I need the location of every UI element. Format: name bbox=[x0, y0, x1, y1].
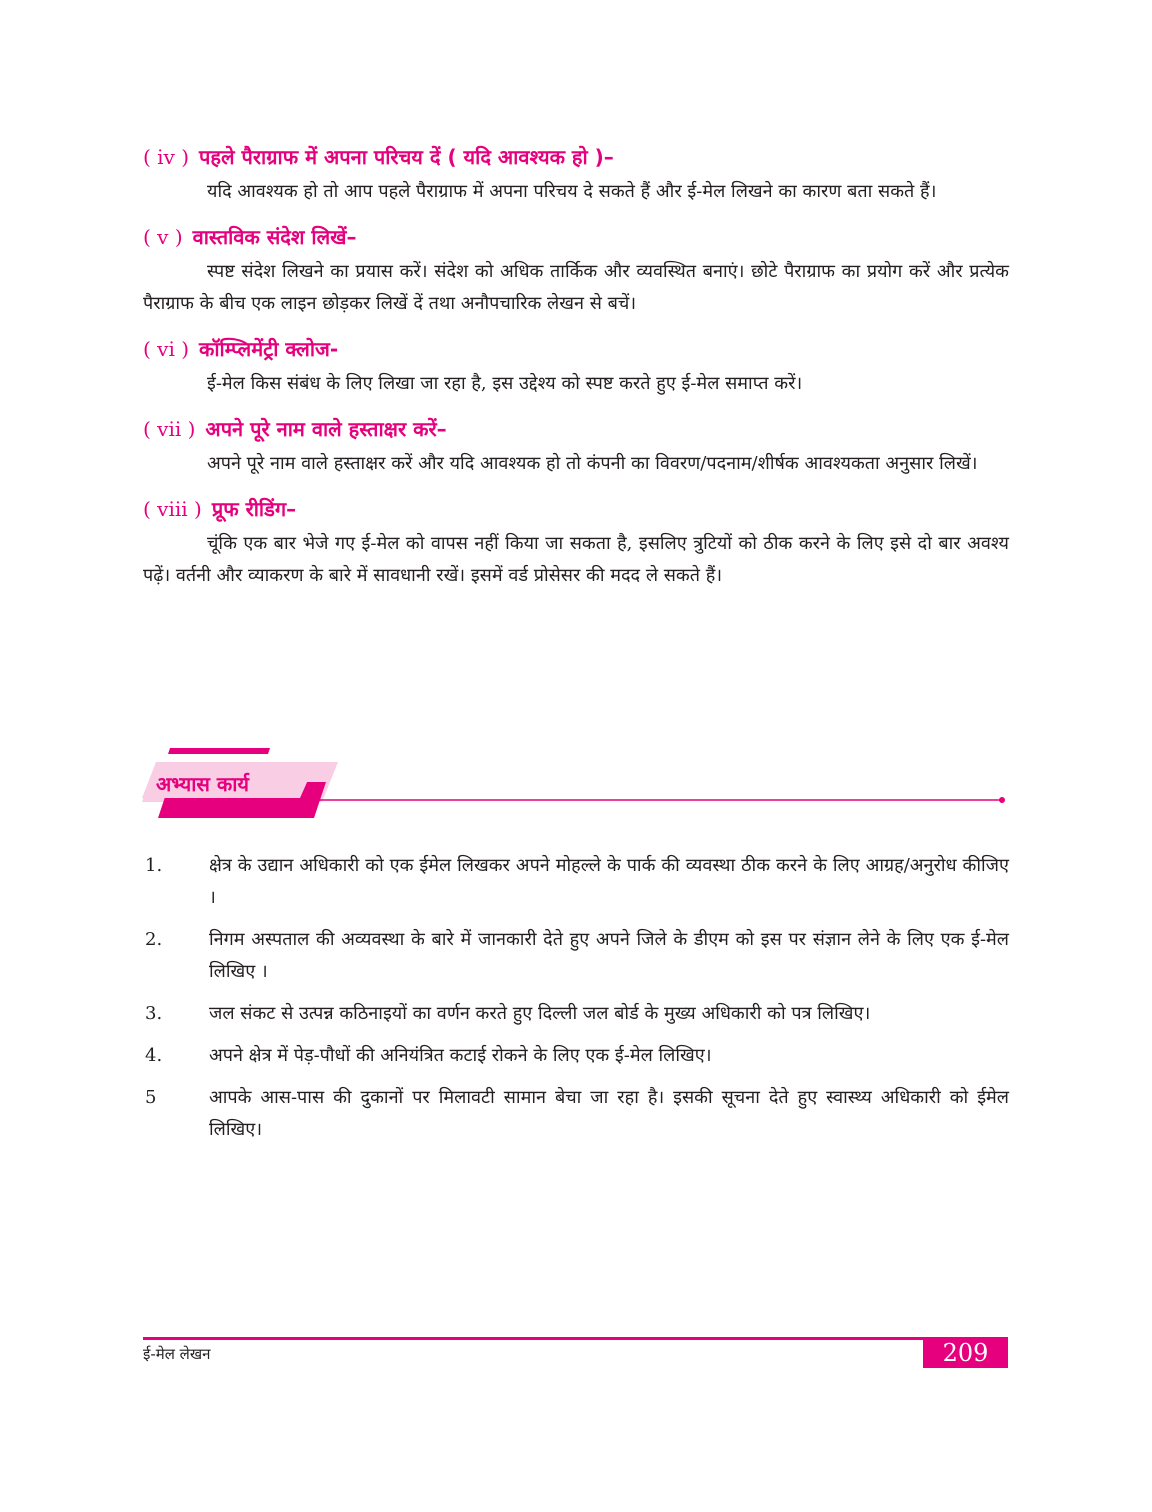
list-item bbox=[143, 850, 1009, 914]
item-text: आपके आस-पास की दुकानों पर मिलावटी सामान बेचा जा रहा है। इसकी सूचना देते हुए स्वास्थ्य अधिकारी को ईमेल लिखिए। bbox=[209, 1087, 1009, 1140]
section-body: अपने पूरे नाम वाले हस्ताक्षर करें और यदि आवश्यक हो तो कंपनी का विवरण/पदनाम/शीर्षक आवश्यकता अनुसार लिखें। bbox=[207, 453, 978, 474]
section-number: ( vii ) bbox=[143, 417, 196, 441]
section-number: ( viii ) bbox=[143, 497, 202, 521]
section-body: यदि आवश्यक हो तो आप पहले पैराग्राफ में अपना परिचय दे सकते हैं और ई-मेल लिखने का कारण बता सकते हैं। bbox=[207, 181, 937, 202]
section-iv bbox=[143, 142, 1009, 208]
section-title: अपने पूरे नाम वाले हस्ताक्षर करें– bbox=[205, 417, 447, 441]
page-number: 209 bbox=[923, 1338, 1008, 1368]
section-title: वास्तविक संदेश लिखें– bbox=[192, 225, 357, 249]
section-vi bbox=[143, 334, 1009, 400]
item-number: 5 bbox=[145, 1087, 157, 1108]
section-heading bbox=[143, 142, 1009, 172]
section-number: ( vi ) bbox=[143, 337, 190, 361]
section-heading bbox=[143, 494, 1009, 524]
section-body: स्पष्ट संदेश लिखने का प्रयास करें। संदेश को अधिक तार्किक और व्यवस्थित बनाएं। छोटे पैराग्राफ का प्रयोग करें और प्रत्येक पैराग्राफ के बीच एक लाइन छोड़कर लिखें दें तथा अनौपचारिक लेखन से बचें। bbox=[143, 261, 1009, 314]
item-text: क्षेत्र के उद्यान अधिकारी को एक ईमेल लिखकर अपने मोहल्ले के पार्क की व्यवस्था ठीक करने के लिए आग्रह/अनुरोध कीजिए । bbox=[209, 855, 1009, 908]
banner-top-stripe bbox=[168, 748, 270, 754]
section-heading bbox=[143, 222, 1009, 252]
section-vii bbox=[143, 414, 1009, 480]
item-text: जल संकट से उत्पन्न कठिनाइयों का वर्णन करते हुए दिल्ली जल बोर्ड के मुख्य अधिकारी को पत्र लिखिए। bbox=[209, 1003, 871, 1024]
section-body: ई-मेल किस संबंध के लिए लिखा जा रहा है, इस उद्देश्य को स्पष्ट करते हुए ई-मेल समाप्त करें। bbox=[207, 373, 803, 394]
item-number: 1. bbox=[145, 855, 163, 876]
banner-rule-dot bbox=[999, 797, 1005, 803]
banner-graphic bbox=[140, 744, 1014, 824]
banner-label: अभ्यास कार्य bbox=[156, 772, 250, 796]
list-item bbox=[143, 924, 1009, 988]
list-item bbox=[143, 1040, 1009, 1072]
item-number: 4. bbox=[145, 1045, 163, 1066]
section-v bbox=[143, 222, 1009, 320]
exercise-list bbox=[143, 850, 1009, 1156]
list-item bbox=[143, 998, 1009, 1030]
section-number: ( iv ) bbox=[143, 145, 190, 169]
item-number: 2. bbox=[145, 929, 163, 950]
section-title: कॉम्प्लिमेंट्री क्लोज- bbox=[199, 337, 339, 361]
section-heading bbox=[143, 334, 1009, 364]
section-title: पहले पैराग्राफ में अपना परिचय दें ( यदि आवश्यक हो )– bbox=[199, 145, 614, 169]
list-item bbox=[143, 1082, 1009, 1146]
section-body: चूंकि एक बार भेजे गए ई-मेल को वापस नहीं किया जा सकता है, इसलिए त्रुटियों को ठीक करने के लिए इसे दो बार अवश्य पढ़ें। वर्तनी और व्याकरण के बारे में सावधानी रखें। इसमें वर्ड प्रोसेसर की मदद ले सकते हैं। bbox=[143, 533, 1009, 586]
item-number: 3. bbox=[145, 1003, 163, 1024]
footer-chapter-title: ई-मेल लेखन bbox=[143, 1345, 211, 1363]
item-text: अपने क्षेत्र में पेड़-पौधों की अनियंत्रित कटाई रोकने के लिए एक ई-मेल लिखिए। bbox=[209, 1045, 712, 1066]
section-number: ( v ) bbox=[143, 225, 183, 249]
section-heading bbox=[143, 414, 1009, 444]
item-text: निगम अस्पताल की अव्यवस्था के बारे में जानकारी देते हुए अपने जिले के डीएम को इस पर संज्ञान लेने के लिए एक ई-मेल लिखिए । bbox=[209, 929, 1009, 982]
section-viii bbox=[143, 494, 1009, 592]
section-title: प्रूफ रीडिंग– bbox=[211, 497, 297, 521]
footer-rule bbox=[143, 1337, 1008, 1340]
exercise-banner bbox=[140, 744, 1014, 824]
main-content bbox=[143, 142, 1009, 606]
